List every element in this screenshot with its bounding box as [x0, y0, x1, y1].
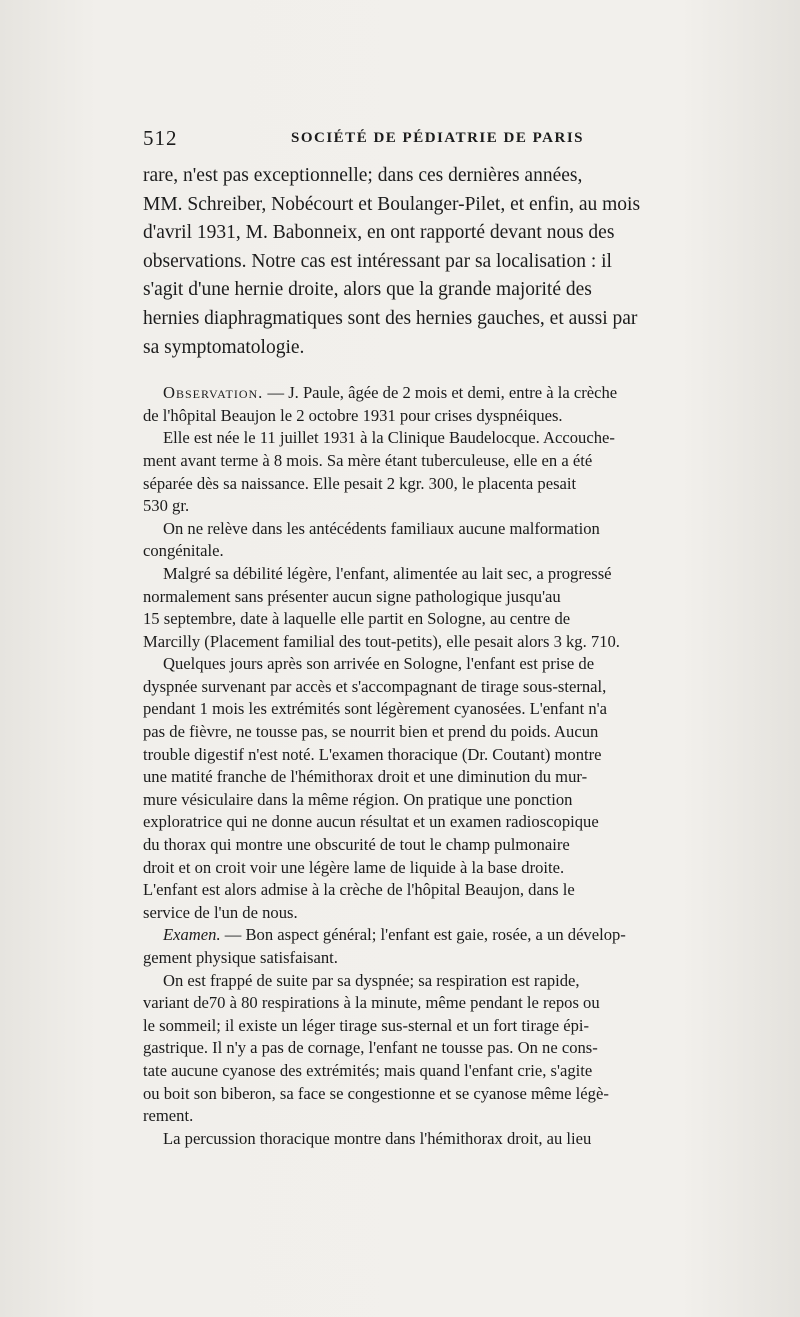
text-line: mure vésiculaire dans la même région. On pratique une ponction — [143, 789, 573, 809]
running-title: SOCIÉTÉ DE PÉDIATRIE DE PARIS — [291, 130, 584, 146]
text-line: On ne relève dans les antécédents familiaux aucune malformation — [163, 518, 600, 538]
observation-label: Observation. — [163, 383, 264, 403]
text-line: Examen. — Bon aspect général; l'enfant est gaie, rosée, a un dévelop- — [163, 925, 626, 945]
text-line: L'enfant est alors admise à la crèche de l'hôpital Beaujon, dans le — [143, 880, 575, 900]
text-line: Quelques jours après son arrivée en Sologne, l'enfant est prise de — [163, 654, 595, 674]
text-line: de l'hôpital Beaujon le 2 octobre 1931 pour crises dyspnéiques. — [143, 405, 563, 425]
observation-paragraph — [143, 382, 763, 427]
paragraph — [143, 924, 763, 969]
text-line: droit et on croit voir une légère lame de liquide à la base droite. — [143, 857, 565, 877]
body-text — [143, 162, 763, 1150]
text-line: Marcilly (Placement familial des tout-petits), elle pesait alors 3 kg. 710. — [143, 631, 620, 651]
text-line: ment avant terme à 8 mois. Sa mère étant tuberculeuse, elle en a été — [143, 450, 593, 470]
page-header — [143, 126, 763, 156]
text-line: s'agit d'une hernie droite, alors que la grande majorité des — [143, 279, 592, 301]
text-line: Elle est née le 11 juillet 1931 à la Clinique Baudelocque. Accouche- — [163, 428, 615, 448]
section-lead: Examen. — [163, 925, 221, 945]
text-line: 15 septembre, date à laquelle elle partit en Sologne, au centre de — [143, 609, 571, 629]
text-line: MM. Schreiber, Nobécourt et Boulanger-Pilet, et enfin, au mois — [143, 193, 641, 215]
text-line: Malgré sa débilité légère, l'enfant, alimentée au lait sec, a progressé — [163, 563, 612, 583]
text-line: pas de fièvre, ne tousse pas, se nourrit bien et prend du poids. Aucun — [143, 722, 599, 742]
text-line: observations. Notre cas est intéressant par sa localisation : il — [143, 250, 612, 272]
intro-paragraph — [143, 162, 763, 362]
paragraph — [143, 563, 763, 653]
text-line: sa symptomatologie. — [143, 336, 305, 358]
text-line: pendant 1 mois les extrémités sont légèrement cyanosées. L'enfant n'a — [143, 699, 608, 719]
paragraph — [143, 427, 763, 517]
text-line: exploratrice qui ne donne aucun résultat et un examen radioscopique — [143, 812, 599, 832]
text-line: du thorax qui montre une obscurité de tout le champ pulmonaire — [143, 835, 570, 855]
text-line: La percussion thoracique montre dans l'hémithorax droit, au lieu — [163, 1128, 592, 1148]
text-line: ou boit son biberon, sa face se congestionne et se cyanose même légè- — [143, 1083, 609, 1103]
text-line: séparée dès sa naissance. Elle pesait 2 kgr. 300, le placenta pesait — [143, 473, 577, 493]
text-line: gastrique. Il n'y a pas de cornage, l'enfant ne tousse pas. On ne cons- — [143, 1038, 598, 1058]
text-line: rare, n'est pas exceptionnelle; dans ces dernières années, — [143, 165, 583, 186]
paragraph — [143, 518, 763, 563]
text-line: dyspnée survenant par accès et s'accompagnant de tirage sous-sternal, — [143, 676, 607, 696]
text-line: le sommeil; il existe un léger tirage sus-sternal et un fort tirage épi- — [143, 1015, 590, 1035]
text-line: tate aucune cyanose des extrémités; mais quand l'enfant crie, s'agite — [143, 1060, 593, 1080]
text-line: 530 gr. — [143, 496, 190, 516]
text-line: gement physique satisfaisant. — [143, 948, 338, 967]
text-line: congénitale. — [143, 541, 224, 561]
paragraph — [143, 970, 763, 1128]
text-line: trouble digestif n'est noté. L'examen thoracique (Dr. Coutant) montre — [143, 744, 602, 764]
observation-first-line: — J. Paule, âgée de 2 mois et demi, entre à la crèche — [263, 383, 618, 403]
observation-paragraphs — [143, 427, 763, 1150]
text-line: une matité franche de l'hémithorax droit et une diminution du mur- — [143, 767, 588, 787]
text-line: On est frappé de suite par sa dyspnée; sa respiration est rapide, — [163, 970, 580, 990]
page-number: 512 — [143, 126, 178, 150]
text-line: variant de70 à 80 respirations à la minute, même pendant le repos ou — [143, 993, 600, 1013]
text-line: d'avril 1931, M. Babonneix, en ont rapporté devant nous des — [143, 222, 615, 244]
text-line: service de l'un de nous. — [143, 902, 298, 922]
paragraph — [143, 653, 763, 924]
text-line: hernies diaphragmatiques sont des hernies gauches, et aussi par — [143, 307, 638, 329]
paragraph — [143, 1128, 763, 1151]
text-line: normalement sans présenter aucun signe pathologique jusqu'au — [143, 586, 561, 606]
text-line: rement. — [143, 1106, 194, 1126]
